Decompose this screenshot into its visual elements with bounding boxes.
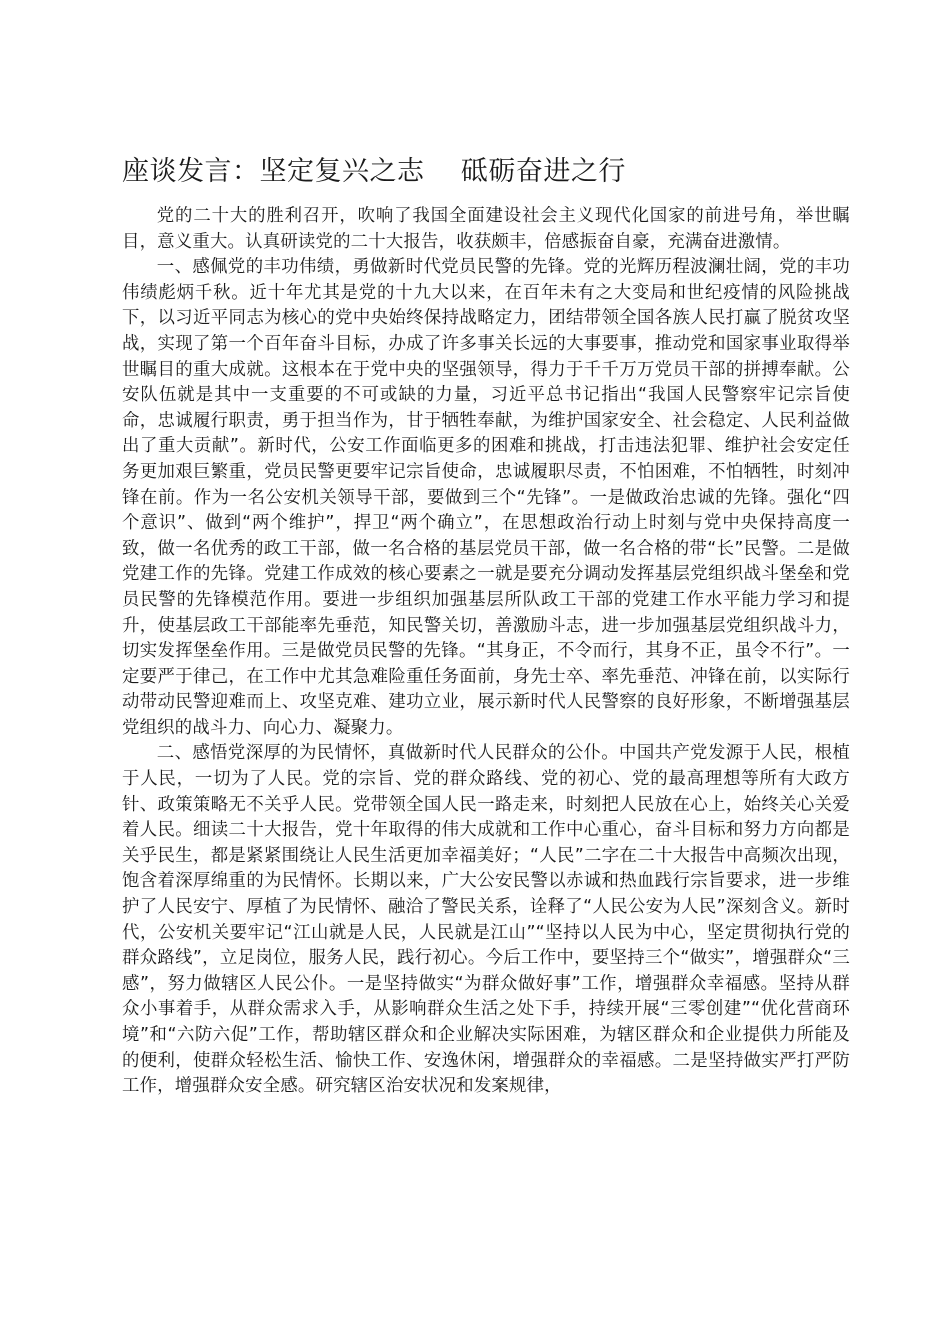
document-title: 座谈发言：坚定复兴之志 砥砺奋进之行 <box>122 156 626 187</box>
intro-paragraph: 党的二十大的胜利召开，吹响了我国全面建设社会主义现代化国家的前进号角，举世瞩目，意义重大。认真研读党的二十大报告，收获颇丰，倍感振奋自豪，充满奋进激情。 <box>122 206 850 252</box>
section-two-paragraph: 二、感悟党深厚的为民情怀，真做新时代人民群众的公仆。中国共产党发源于人民，根植于人民，一切为了人民。党的宗旨、党的群众路线、党的初心、党的最高理想等所有大政方针、政策策略无不关乎人民。党带领全国人民一路走来，时刻把人民放在心上，始终关心关爱着人民。细读二十大报告，党十年取得的伟大成就和工作中心重心，奋斗目标和努力方向都是关乎民生，都是紧紧围绕让人民生活更加幸福美好；“人民”二字在二十大报告中高频次出现，饱含着深厚绵重的为民情怀。长期以来，广大公安民警以赤诚和热血践行宗旨要求，进一步维护了人民安宁、厚植了为民情怀、融洽了警民关系，诠释了“人民公安为人民”深刻含义。新时代，公安机关要牢记“江山就是人民，人民就是江山”“坚持以人民为中心，坚定贯彻执行党的群众路线”，立足岗位，服务人民，践行初心。今后工作中，要坚持三个“做实”，增强群众“三感”，努力做辖区人民公仆。一是坚持做实“为群众做好事”工作，增强群众幸福感。坚持从群众小事着手，从群众需求入手，从影响群众生活之处下手，持续开展“三零创建”“优化营商环境”和“六防六促”工作，帮助辖区群众和企业解决实际困难，为辖区群众和企业提供力所能及的便利，使群众轻松生活、愉快工作、安逸休闲，增强群众的幸福感。二是坚持做实严打严防工作，增强群众安全感。研究辖区治安状况和发案规律， <box>122 743 850 1097</box>
document-page <box>122 150 850 1100</box>
section-one-paragraph: 一、感佩党的丰功伟绩，勇做新时代党员民警的先锋。党的光辉历程波澜壮阔，党的丰功伟绩彪炳千秋。近十年尤其是党的十九大以来，在百年未有之大变局和世纪疫情的风险挑战下，以习近平同志为核心的党中央始终保持战略定力，团结带领全国各族人民打赢了脱贫攻坚战，实现了第一个百年奋斗目标，办成了许多事关长远的大事要事，推动党和国家事业取得举世瞩目的重大成就。这根本在于党中央的坚强领导，得力于千千万万党员干部的拼搏奉献。公安队伍就是其中一支重要的不可或缺的力量，习近平总书记指出“我国人民警察牢记宗旨使命，忠诚履行职责，勇于担当作为，甘于牺牲奉献，为维护国家安全、社会稳定、人民利益做出了重大贡献”。新时代，公安工作面临更多的困难和挑战，打击违法犯罪、维护社会安定任务更加艰巨繁重，党员民警更要牢记宗旨使命，忠诚履职尽责，不怕困难，不怕牺牲，时刻冲锋在前。作为一名公安机关领导干部，要做到三个“先锋”。一是做政治忠诚的先锋。强化“四个意识”、做到“两个维护”，捍卫“两个确立”，在思想政治行动上时刻与党中央保持高度一致，做一名优秀的政工干部，做一名合格的基层党员干部，做一名合格的带“长”民警。二是做党建工作的先锋。党建工作成效的核心要素之一就是要充分调动发挥基层党组织战斗堡垒和党员民警的先锋模范作用。要进一步组织加强基层所队政工干部的党建工作水平能力学习和提升，使基层政工干部能率先垂范，知民警关切，善激励斗志，进一步加强基层党组织战斗力，切实发挥堡垒作用。三是做党员民警的先锋。“其身正，不令而行，其身不正，虽令不行”。一定要严于律己，在工作中尤其急难险重任务面前，身先士卒、率先垂范、冲锋在前，以实际行动带动民警迎难而上、攻坚克难、建功立业，展示新时代人民警察的良好形象，不断增强基层党组织的战斗力、向心力、凝聚力。 <box>122 257 850 738</box>
